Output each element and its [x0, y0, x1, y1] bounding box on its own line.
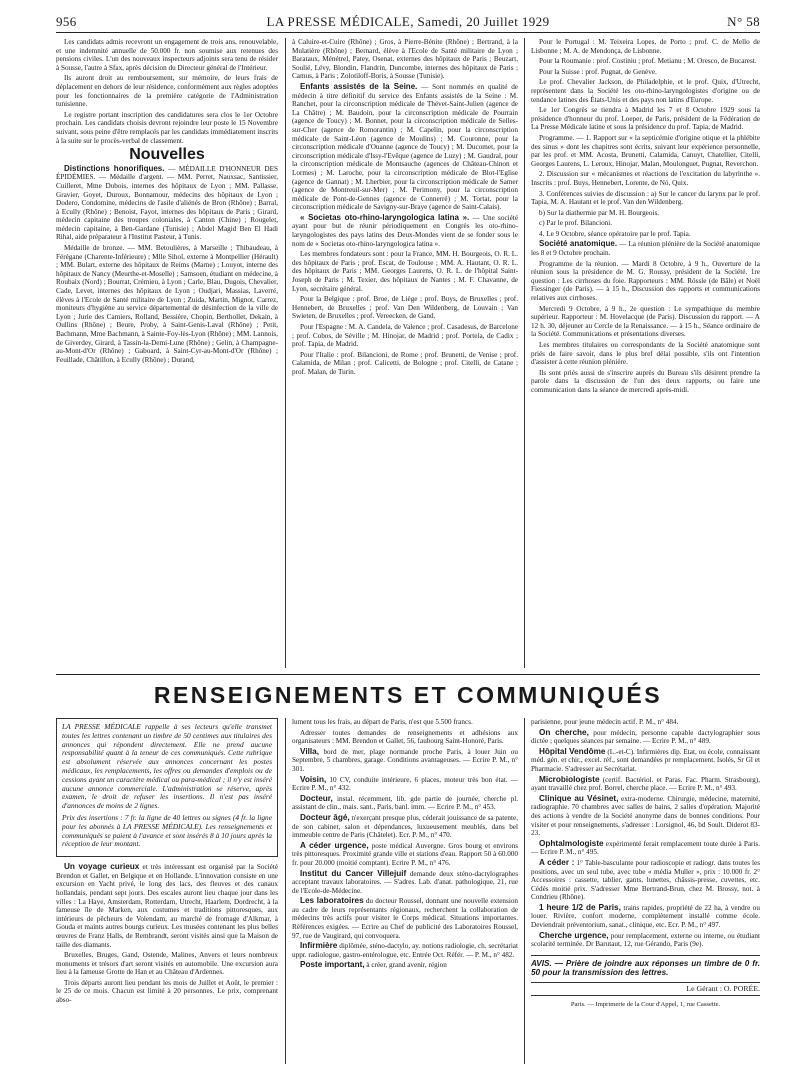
page-header: [56, 14, 760, 33]
top-column-2: [292, 38, 518, 668]
ad-heading: Un voyage curieux: [64, 862, 140, 872]
column-divider: [285, 38, 286, 668]
paragraph-body: — Sont nommés en qualité de médecin à titre définitif du service des Enfants assistés de la Seine : M. Ranchet, pour la circonscription médicale de Thévet-Saint-Julien (agence de La Châtre) ; M. Baudoin, pour la circonscription médicale de Pourrain (agence de Toucy) ; M. Bonnet, pour la circonscription médicale de Selles-sur-Cher (agence de Romorantin) ; M. Capelin, pour la circonscription médicale de Saint-Léon (agence de Moulins) ; M. Couronne, pour la circonscription médicale d'Ouanne (agence de Toucy) ; M. Ducomet, pour la circonscription médicale d'Issy-l'Evêque (agence de Luzy) ; M. Gaudral, pour la circonscription médicale de Montsauche (agences de Château-Chinon et Lormes) ; M. Laroche, pour la circonscription médicale de Blot-l'Eglise (agence de Gannat) ; M. Lherbier, pour la circonscription médicale de Samer (agence de Montreuil-sur-Mer) ; M. Perimony, pour la circonscription médicale de Pont-de-Gennes (agence de Connerré) ; M. Tortat, pour la circonscription médicale de Savigny-sur-Braye (agence de Saint-Calais).: [292, 82, 518, 212]
paragraph-societas: [292, 214, 518, 248]
notice-box: [56, 718, 278, 857]
classified-ad: [531, 748, 760, 774]
ad-heading: Poste important,: [300, 960, 365, 970]
paragraph: Trois départs auront lieu pendant les mois de Juillet et Août, le premier : le 25 de ce mois. Chacun est limité à 20 personnes. Le prix, comprenant abso-: [56, 978, 278, 1005]
classified-ad: [292, 942, 518, 959]
subheading: Enfants assistés de la Seine.: [300, 81, 418, 91]
classified-ad: [292, 897, 518, 940]
paragraph: Programme. — 1. Rapport sur « la septicémie d'origine otique et la phlébite des sinus » dont les chapitres sont écrits, suivant leur expérience personnelle, par les prof. et MM. Acosta, Brunetti, Calamida, Canuyt, Chatellier, Citelli, Georges Laurens, L. Leroux, Hinojar, Malan, Moulonguet, Pugnat, Reverchon.: [531, 133, 760, 168]
ad-body: poste médical Auvergne. Gros bourg et environs très pittoresques. Proximité grande ville et stations d'eau. Rapport 50 à 60.000 fr. pour 20.000 (moitié comptant). Ecrire P. M., n° 476.: [292, 841, 518, 867]
paragraph: Pour la Roumanie : prof. Costiniu ; prof. Metianu ; M. Oresco, de Bucarest.: [539, 57, 757, 66]
paragraph-voyage: [56, 863, 278, 949]
top-column-3: [531, 38, 760, 668]
column-divider: [524, 38, 525, 668]
classified-ad: [531, 776, 760, 793]
paragraph-body: — La réunion plénière de la Société anatomique les 8 et 9 Octobre prochain.: [531, 240, 760, 258]
classified-ad: [531, 840, 760, 857]
ad-body: n'exerçant presque plus, céderait jouissance de sa patente, de son cabinet, salon et dépendances, luxueusement meublés, dans bel immeuble centre de Paris (Châtelet). Ecr. P. M., n° 470.: [292, 813, 518, 840]
ad-body: 1° Table-basculante pour radioscopie et radiogr. dans toutes les positions, avec un seul tube, avec tube « média Muller », prix : 10.000 fr. 2° Accessoires : cassette, tablier, gants, lunettes, châssis-presse, cuvettes, etc. Cédés moitié prix. S'adresser Mme Bertrand-Brun, chez M. Brossy, not. à Condrieu (Rhône).: [531, 858, 760, 902]
ad-body: demande deux sténo-dactylographes acceptant travaux laboratoires. — S'adres. Lab. d'anat. pathologique, 21, rue de l'Ecole-de-Médecine.: [292, 869, 518, 895]
paragraph: à Caluire-et-Cuire (Rhône) ; Gros, à Pierre-Bénite (Rhône) ; Bertrand, à la Mulatière (Rhône) ; Bernard, élève à l'Ecole de Santé militaire de Lyon ; Barataux, Ménétrel, Patey, Osenat, externes des hôpitaux de Paris ; Beuzart, Soulié, Lévy, Blondin, Flandrin, Duncombe, internes des hôpitaux de Paris ; Camus, à Paris ; Zolotiloff-Boris, à Sousse (Tunisie).: [292, 38, 518, 81]
paragraph: Le registre portant inscription des candidatures sera clos le 1er Octobre prochain. Les candidats choisis devront rejoindre leur poste le 15 Novembre suivant, sous peine d'être remplacés par les candidats immédiatement inscrits à la suite sur le procès-verbal de classement.: [56, 110, 278, 145]
ad-body: extra-moderne. Chirurgie, médecine, maternité, radiographie. 70 chambres avec salles de bains, 2 salles d'opération. Majorité des actions à vendre de la Société anonyme dans de bonnes conditions. Pour visiter et pour renseignements, s'adresser : Lorsignol, 46, bd Soult. Diderot 83-23.: [531, 794, 760, 838]
ad-heading: 1 heure 1/2 de Paris,: [539, 902, 621, 912]
ad-body: trains rapides, propriété de 22 ha, à vendre ou louer. Rivière, confort moderne, complètement installé comme école. Deviendrait préventorium, sanat., clinique, etc. Ecr. P. M., n° 497.: [531, 903, 760, 930]
ad-body: diplômée, sténo-dactylo, ay. notions radiologie, ch. secrétariat uppr. radiologue, gastro-entérologue, etc. Entrée Oct. Référ. — P. M., n° 482.: [292, 942, 518, 959]
paragraph: Médaille de bronze. — MM. Betoulières, à Marseille ; Thibaudeau, à Férégane (Charente-Inférieure) ; Mlle Sihol, externe à Montpellier (Hérault) ; MM. Bulart, externe des hôpitaux de Reims (Marne) ; Louyot, interne des hôpitaux de Nancy (Meurthe-et-Moselle) ; Samsoen, étudiant en médecine, à Roubaix (Nord) ; Bourrat, Crémieu, à Lyon ; Carle, Blau, Dugois, Chevalier, Cade, Levet, internes des hôpitaux de Lyon ; Oudjari, Massias, Laverré, élèves à l'Ecole de Santé militaire de Lyon ; Zuida, Martin, Mignot, Carrez, moniteurs d'hygiène au service départemental de désinfection de la ville de Lyon ; Jurie des Camiers, Rolland, Bessière, Chopin, Berthollet, Dekain, à Oullins (Rhône) ; Beure, Proby, à Saint-Genis-Laval (Rhône) ; Petit, Bachmann, Mme Bachmann, à Sainte-Foy-lès-Lyon (Rhône) ; MM. Lannois, de Giverdey, Girard, à Tassin-la-Demi-Lune (Rhône) ; Gelin, à Champagne-au-Mont-d'Or (Rhône) ; Gaboard, à Saint-Cyr-au-Mont-d'Or (Rhône) ; Feuillade, Châtillon, à Ecully (Rhône) ; Durand,: [56, 244, 278, 364]
paragraph: Ils auront droit au remboursement, sur mémoire, de leurs frais de déplacement en dehors de leur résidence, conformément aux règles adoptées pour les fonctionnaires de la première catégorie de l'Administration tunisienne.: [56, 74, 278, 109]
paragraph: Ils sont priés aussi de s'inscrire auprès du Bureau s'ils désirent prendre la parole dans la discussion de l'un des deux rapports, ou faire une communication dans la séance de mercredi après-midi.: [531, 368, 760, 394]
gerant-line: Le Gérant : O. PORÉE.: [531, 982, 760, 997]
ad-body: (certif. Bactériol. et Paras. Fac. Pharm. Strasbourg), ayant travaillé chez prof. Borrel, cherche place. — Ecrire P. M., n° 493.: [531, 775, 760, 793]
section-heading-renseignements: RENSEIGNEMENTS ET COMMUNIQUÉS: [153, 682, 663, 708]
paragraph: Pour la Belgique : prof. Broe, de Liège ; prof. Buys, de Bruxelles ; prof. Hennebert, de Bruxelles ; prof. Van Den Wildenberg, de Louvain ; Van Swieten, de Bruxelles ; prof. Vereecken, de Gand.: [292, 295, 518, 321]
avis-text: AVIS. — Prière de joindre aux réponses un timbre de 0 fr. 50 pour la transmission des lettres.: [531, 958, 760, 977]
paragraph-anatomique: [531, 240, 760, 257]
ad-heading: Ophtalmologiste: [539, 838, 604, 848]
column-divider: [285, 718, 286, 1064]
bottom-column-3: [531, 718, 760, 1064]
subheading: Distinctions honorifiques.: [64, 163, 165, 173]
paragraph: Le 1er Congrès se tiendra à Madrid les 7 et 8 Octobre 1929 sous la présidence d'honneur du prof. Loeper, de Paris, président de la Fédération de La Presse Médicale latine et sous la présidence du prof. Tapia, de Madrid.: [531, 106, 760, 132]
classified-ad: [292, 842, 518, 868]
paragraph: Pour la Suisse : prof. Pugnat, de Genève.: [539, 67, 657, 76]
top-column-1: [56, 38, 278, 668]
avis-notice: [531, 955, 760, 977]
classified-ad: [292, 961, 518, 970]
bottom-column-1: [56, 718, 278, 1064]
ad-body: pour remplacement, externe ou interne, ou étudiant scolarité terminée. Dr Barutaut, 12, rue Gérando, Paris (9e).: [531, 931, 760, 949]
paragraph: Pour le Portugal : M. Teixeira Lopes, de Porto ; prof. C. de Mello de Lisbonne ; M. A. de Mendonça, de Lisbonne.: [531, 38, 760, 55]
paragraph: Adresser toutes demandes de renseignements et adhésions aux organisateurs : MM. Brendon et Gallet, 56, faubourg Saint-Honoré, Paris.: [292, 728, 518, 746]
ad-body: à créer, grand avenir, région: [366, 961, 447, 970]
paragraph: parisienne, pour jeune médecin actif. P. M., n° 484.: [531, 718, 679, 726]
paragraph: Pour l'Espagne : M. A. Candela, de Valence ; prof. Casadesus, de Barcelone ; prof. Cobos, de Séville ; M. Hinojar, de Madrid ; prof. Portela, de Cadix ; prof. Tapia, de Madrid.: [292, 323, 518, 349]
page-number: 956: [56, 14, 77, 29]
ad-heading: Les laboratoires: [300, 896, 364, 906]
ad-body: expérimenté ferait remplacement toute durée à Paris. — Ecrire P. M., n° 495.: [531, 839, 760, 857]
classified-ad: [292, 748, 518, 774]
classified-ad: [292, 814, 518, 840]
ad-heading: A céder urgence,: [300, 840, 369, 850]
paragraph: Les candidats admis recevront un engagement de trois ans, renouvelable, et une indemnité annuelle de 50.000 fr. non soumise aux retenues des pensions civiles. L'un des nouveaux inspecteurs adjoints sera tenu de résider à Sousse, l'autre à Sfax, après décision du Directeur général de l'Intérieur.: [56, 38, 278, 72]
paragraph: b) Sur la diathermie par M. H. Bourgeois.: [539, 208, 660, 217]
paragraph-body: — Une société ayant pour but de réunir périodiquement en Congrès les oto-rhino-laryngologistes des pays latins des Deux-Mondes vient de se fonder sous le nom de « Societas oto-rhino-laryngologica latina ».: [292, 213, 518, 248]
paragraph: Mercredi 9 Octobre, à 9 h., 2e question : Le sympathique du membre supérieur. Rapporteur : M. Hovelacque (de Paris). Discussion du rapport. — A 12 h. 30, déjeuner au Cercle de la Renaissance. — à 15 h., Séance ordinaire de la Société. Communications et présentations diverses.: [531, 304, 760, 339]
ad-body: instal. récemment, lib. gde partie de journée, cherche pl. assistant de clin., mais. sant., Paris, banl. imm. — Ecrire P. M., n° 453.: [292, 794, 518, 812]
classified-ad: [531, 932, 760, 949]
ad-heading: On cherche,: [539, 727, 589, 737]
ad-body: du docteur Roussel, donnant une nouvelle extension au cadre de leurs représentants régionaux, recherchent la collaboration de médecins très actifs pour visiter le Corps médical. Situations importantes. Références exigées. — Ecrire au Chef de publicité des Laboratoires Roussel, 97, rue de Vaugirard, qui convoquera.: [292, 897, 518, 940]
paragraph-body: et très intéressant est organisé par la Société Brendon et Gallet, en Belgique et en Hollande. L'innovation consiste en une excursion en Yacht privé, le long des lacs, des fleuves et des canaux hollandais, pendant sept jours. Des escales auront lieu chaque jour dans les villes : La Haye, Amsterdam, Rotterdam, Utrecht, Haarlem, Dordrecht, à la fameuse île de Marken, aux costumes et traditions pittoresques, aux intérieurs de pêcheurs de Volendam, au marché de fromage d'Alkmar, à Gouda et maints autres bourgs curieux. Les musées contenant les plus belles œuvres de Franz Halls, de Rembrandt, seront visités ainsi que la Maison de taille des diamants.: [56, 863, 278, 949]
ad-heading: Clinique au Vésinet,: [539, 793, 619, 803]
classified-ad: [531, 859, 760, 902]
paragraph: Les membres fondateurs sont : pour la France, MM. H. Bourgeois, O. R. L. des hôpitaux de Paris ; prof. Escat, de Toulouse ; MM. A. Hautant, O. R. L. des hôpitaux de Paris ; MM. Georges Laurens, O. R. L. de l'hôpital Saint-Joseph de Paris ; M. Texier, des hôpitaux de Nantes ; M. F. Chavanne, de Lyon, secrétaire général.: [292, 250, 518, 293]
ad-body: 10 CV, conduite intérieure, 6 places, moteur très bon état. — Ecrire P. M., n° 432.: [292, 775, 518, 793]
notice-pricing: Prix des insertions : 7 fr. la ligne de 40 lettres ou signes (4 fr. la ligne pour les abonnés à LA PRESSE MÉDICALE). Les renseignements et communiqués se paient à l'avance et sont insérés 8 à 10 jours après la réception de leur montant.: [62, 812, 272, 849]
ad-body: pour médecin, personne capable dactylographier sous dictée ; quelques séances par semaine. — Ecrire P. M., n° 489.: [531, 728, 760, 746]
paragraph: 3. Conférences suivies de discussion : a) Sur le cancer du larynx par le prof. Tapia, M. A. Hautant et le prof. Van den Wildenberg.: [531, 189, 760, 207]
ad-heading: Docteur âgé,: [300, 812, 350, 822]
printer-imprint: Paris. — Imprimerie de la Cour d'Appel, 1, rue Cassette.: [570, 1001, 721, 1009]
ad-heading: Villa,: [300, 746, 319, 756]
ad-heading: Hôpital Vendôme: [539, 746, 606, 756]
paragraph: 4. Le 9 Octobre, séance opératoire par le prof. Tapia.: [539, 229, 691, 238]
ad-heading: Infirmière: [300, 941, 338, 951]
paragraph-body: — MÉDAILLE D'HONNEUR DES ÉPIDÉMIES. — Médaille d'argent. — MM. Perret, Nauxsac, Santissier, Cuilleret, Mme Dubois, internes des hôpitaux de Lyon ; MM. Pallasse, Gravier, Goyet, Duroux, Bonnamour, médecins des hôpitaux de Lyon ; Dodero, Condomine, médecins de l'asile d'aliénés de Bron (Rhône) ; Barral, à Ecully (Rhône) ; Benoist, Fayot, internes des hôpitaux de Paris ; Girard, médecin capitaine des troupes coloniales, à Canton (Chine) ; Rougelet, médecin capitaine, à Ben-Gardane (Tunisie) ; Abdel Magid Ben El Hadi Rihal, aide préparateur à l'Institut Pasteur, à Tunis.: [56, 164, 278, 242]
ad-heading: Microbiologiste: [539, 774, 600, 784]
classified-ad: [531, 729, 760, 746]
section-divider: [56, 674, 760, 675]
paragraph-distinctions: [56, 165, 278, 242]
paragraph: c) Par le prof. Bilancioni.: [539, 219, 613, 228]
journal-title: LA PRESSE MÉDICALE, Samedi, 20 Juillet 1929: [266, 14, 550, 29]
paragraph: Programme de la réunion. — Mardi 8 Octobre, à 9 h., Ouverture de la réunion sous la présidence de M. G. Roussy, président de la Société. 1re question : Les cirrhoses du foie. Rapporteurs : MM. Rössle (de Bâle) et Noël Fiessinger (de Paris). — à 15 h., Discussion des rapports et communications relatives aux cirrhoses.: [531, 259, 760, 303]
column-divider: [524, 718, 525, 1064]
paragraph: Bruxelles, Bruges, Gand, Ostende, Malines, Anvers et leurs nombreux monuments et trésors d'art seront visités en automobile. Une excursion aura lieu à la fameuse Grotte de Han et au Château d'Ardennes.: [56, 951, 278, 977]
subheading: « Societas oto-rhino-laryngologica latina ».: [300, 212, 470, 222]
classified-ad: [292, 776, 518, 793]
classified-ad: [531, 795, 760, 838]
subheading: Société anatomique.: [539, 239, 618, 249]
paragraph: Pour l'Italie : prof. Bilancioni, de Rome ; prof. Brunetti, de Venise ; prof. Calamida, de Milan ; prof. Calicetti, de Bologne ; prof. Citelli, de Catane ; prof. Malan, de Turin.: [292, 350, 518, 376]
paragraph-enfants: [292, 83, 518, 212]
classified-ad: [292, 795, 518, 812]
notice-text: LA PRESSE MÉDICALE rappelle à ses lecteurs qu'elle transmet toutes les lettres contenant un timbre de 50 centimes aux titulaires des annonces qui répondent directement. Elle ne prend aucune responsabilité quant à la teneur de ces communiqués. Cette rubrique est absolument réservée aux annonces concernant les postes médicaux, les remplacements, les offres ou demandes d'emplois ou de cessions ayant un caractère médical ou para-médical ; il n'y est inséré aucune annonce commerciale. L'administration se réserve, après examen, le droit de refuser les insertions. Il n'est pas inséré d'annonces de moins de 2 lignes.: [62, 722, 272, 811]
paragraph: Le prof. Chevalier Jackson, de Philadelphie, et le prof. Quix, d'Utrecht, représentent dans la Société les oto-rhino-laryngologistes d'origine ou de tendance latines des États-Unis et des pays non latins d'Europe.: [531, 78, 760, 104]
ad-heading: Docteur,: [300, 793, 333, 803]
ad-heading: Cherche urgence,: [539, 930, 609, 940]
issue-number: N° 58: [727, 14, 760, 29]
bottom-column-2: [292, 718, 518, 1064]
ad-body: (L.-et-C). Infirmières dip. Etat, ou école, connaissant méd. gén. et chir., excel. réf., sont demandées pr remplacement. Isolés, Sr Gl et Pharmacie. S'adresser au Secrétariat.: [531, 747, 760, 773]
section-heading-nouvelles: Nouvelles: [129, 146, 205, 164]
paragraph: Les membres titulaires ou correspondants de la Société anatomique sont priés de faire savoir, dans le plus bref délai possible, s'ils ont l'intention d'assister à cette réunion plénière.: [531, 341, 760, 367]
ad-heading: Institut du Cancer Villejuif: [300, 868, 407, 878]
ad-body: bord de mer, plage normande proche Paris, à louer Juin ou Septembre, 5 chambres, garage. Conditions avantageuses. — Ecrire P. M., n° 301.: [292, 747, 518, 773]
ad-heading: Voisin,: [300, 774, 327, 784]
paragraph: 2. Discussion sur « mécanismes et réactions de l'excitation du labyrinthe ». Inscrits : prof. Buys, Hennebert, Lorente, de Nó, Quix.: [531, 170, 760, 187]
classified-ad: [292, 870, 518, 896]
paragraph: lument tous les frais, au départ de Paris, n'est que 5.500 francs.: [292, 718, 473, 726]
ad-heading: A céder :: [539, 857, 575, 867]
classified-ad: [531, 904, 760, 930]
